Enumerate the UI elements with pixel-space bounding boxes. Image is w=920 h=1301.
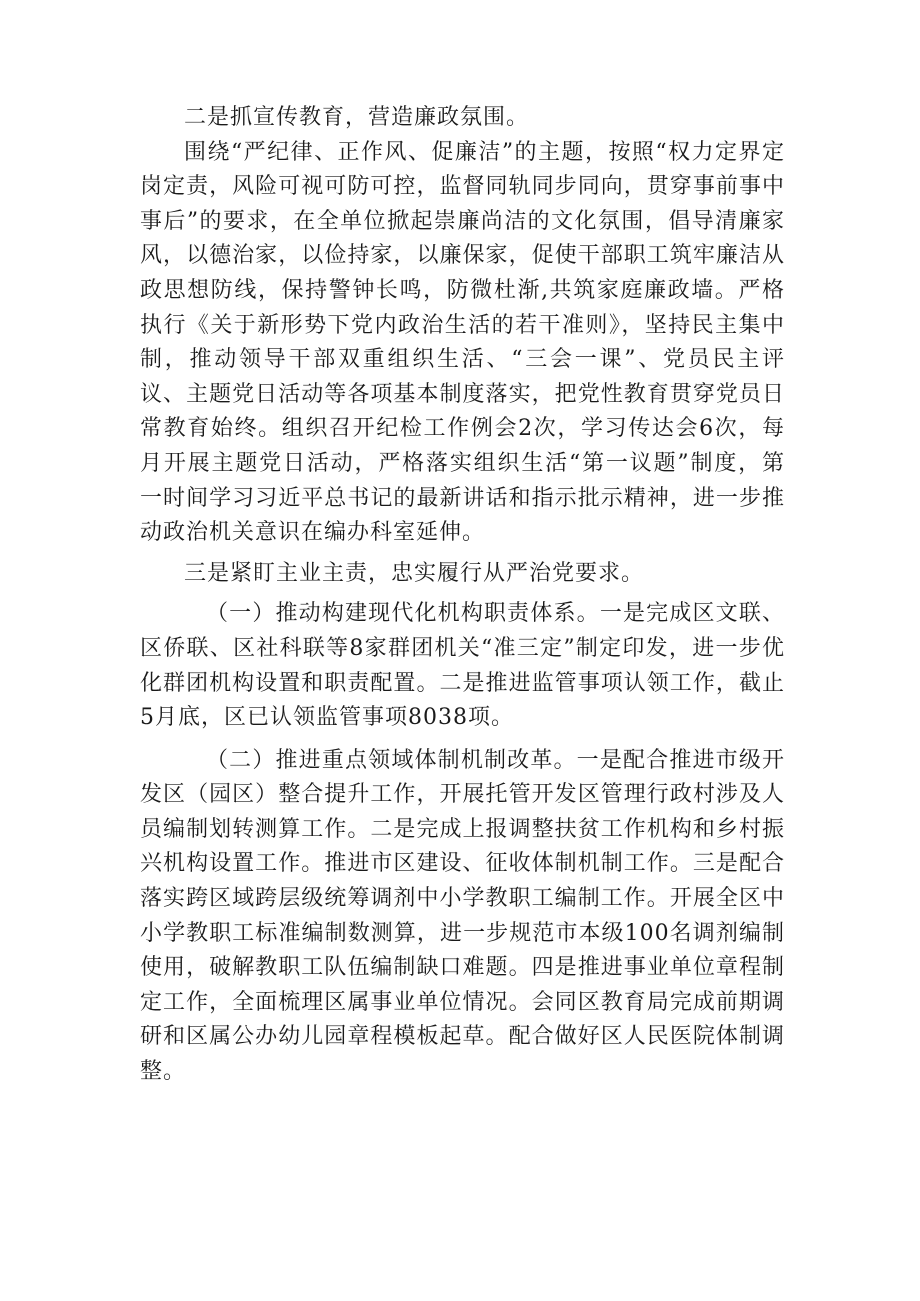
paragraph-heading-2: 二是抓宣传教育，营造廉政氛围。 [184, 105, 530, 130]
paragraph-body-1: 围绕“严纪律、正作风、促廉洁”的主题，按照“权力定界定岗定责，风险可视可防可控，监督同轨同步同向，贯穿事前事中事后”的要求，在全单位掀起崇廉尚洁的文化氛围，倡导清廉家风，以德治家，以俭持家，以廉保家，促使干部职工筑牢廉洁从政思想防线，保持警钟长鸣，防微杜渐,共筑家庭廉政墙。严格执行《关于新形势下党内政治生活的若干准则》，坚持民主集中制，推动领导干部双重组织生活、“三会一课”、党员民主评议、主题党日活动等各项基本制度落实，把党性教育贯穿党员日常教育始终。组织召开纪检工作例会2次，学习传达会6次，每月开展主题党日活动，严格落实组织生活“第一议题”制度，第一时间学习习近平总书记的最新讲话和指示批示精神，进一步推动政治机关意识在编办科室延伸。 [140, 139, 785, 546]
paragraph-section-1: （一）推动构建现代化机构职责体系。一是完成区文联、区侨联、区社科联等8家群团机关“准三定”制定印发，进一步优化群团机构设置和职责配置。二是推进监管事项认领工作，截止5月底，区已认领监管事项8038项。 [140, 601, 785, 731]
paragraph-section-2: （二）推进重点领域体制机制改革。一是配合推进市级开发区（园区）整合提升工作，开展托管开发区管理行政村涉及人员编制划转测算工作。二是完成上报调整扶贫工作机构和乡村振兴机构设置工作。推进市区建设、征收体制机制工作。三是配合落实跨区域跨层级统筹调剂中小学教职工编制工作。开展全区中小学教职工标准编制数测算，进一步规范市本级100名调剂编制使用，破解教职工队伍编制缺口难题。四是推进事业单位章程制定工作，全面梳理区属事业单位情况。会同区教育局完成前期调研和区属公办幼儿园章程模板起草。配合做好区人民医院体制调整。 [140, 747, 785, 1085]
paragraph-heading-3: 三是紧盯主业主责，忠实履行从严治党要求。 [184, 560, 645, 586]
document-page [140, 101, 785, 1090]
